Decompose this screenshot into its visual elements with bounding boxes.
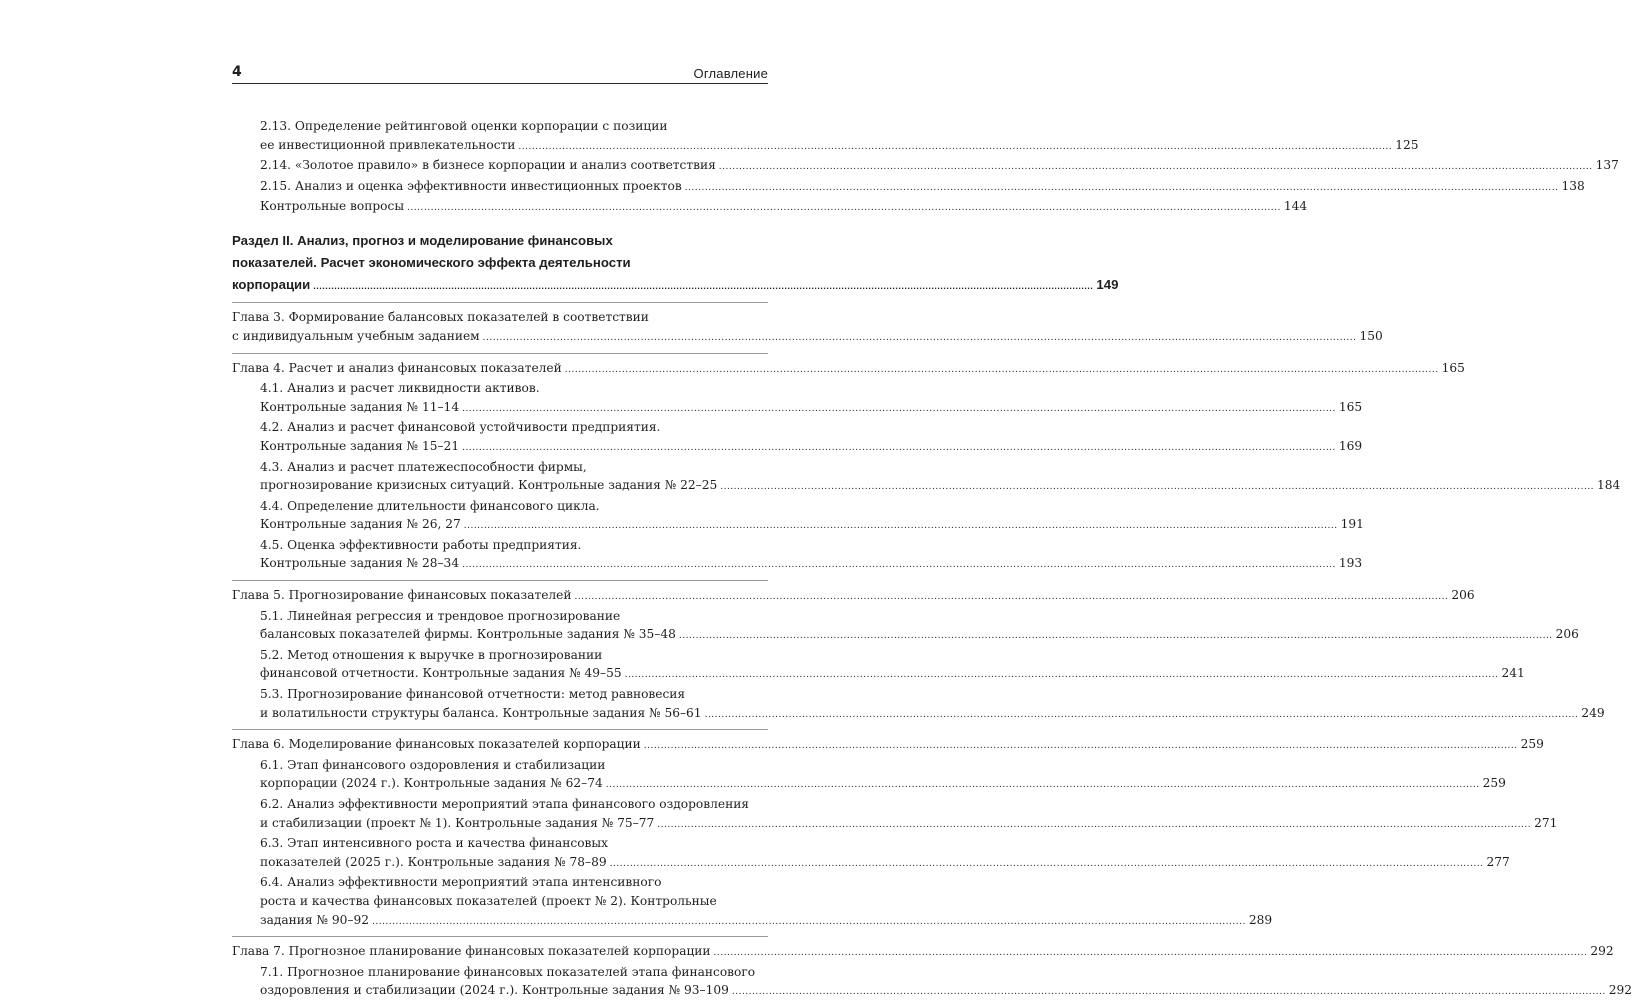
- toc-subentry[interactable]: [232, 379, 1363, 418]
- toc-page-number: 125: [1395, 137, 1419, 152]
- toc-entry-text: 4.3. Анализ и расчет платежеспособности фирмы,: [260, 459, 587, 474]
- toc-spacer: [232, 218, 768, 230]
- toc-separator: [232, 936, 768, 937]
- toc-subentry[interactable]: [232, 873, 1273, 931]
- toc-page-number: 277: [1486, 854, 1510, 869]
- dot-leader: ....................................................................................................................................................................................................................................................................: [609, 858, 1484, 869]
- toc-entry-text: 4.5. Оценка эффективности работы предприятия.: [260, 537, 582, 552]
- toc-subentry[interactable]: [232, 156, 1619, 177]
- toc-entry-text: и стабилизации (проект № 1). Контрольные задания № 75–77: [260, 815, 655, 830]
- toc-separator: [232, 302, 768, 303]
- toc-entry-text: 6.3. Этап интенсивного роста и качества финансовых: [260, 836, 608, 851]
- toc-entry-text: Раздел II. Анализ, прогноз и моделирование финансовых: [232, 232, 613, 248]
- dot-leader: ....................................................................................................................................................................................................................................................................: [462, 442, 1336, 453]
- toc-entry-text: корпорации: [232, 276, 311, 292]
- toc-entry-text: с индивидуальным учебным заданием: [232, 328, 480, 343]
- toc-chapter-entry[interactable]: [232, 942, 1614, 963]
- toc-subentry[interactable]: [232, 756, 1506, 795]
- dot-leader: ....................................................................................................................................................................................................................................................................: [678, 631, 1553, 642]
- toc-page-number: 241: [1501, 666, 1525, 681]
- dot-leader: ....................................................................................................................................................................................................................................................................: [482, 332, 1357, 343]
- toc-subentry[interactable]: [232, 536, 1363, 575]
- toc-entry-text: балансовых показателей фирмы. Контрольные задания № 35–48: [260, 627, 676, 642]
- toc-subentry[interactable]: [232, 963, 1632, 1002]
- toc-entry-text: прогнозирование кризисных ситуаций. Контрольные задания № 22–25: [260, 478, 718, 493]
- toc-entry-text: Контрольные задания № 28–34: [260, 556, 460, 571]
- toc-page-number: 271: [1534, 815, 1558, 830]
- toc-entry-text: 2.15. Анализ и оценка эффективности инвестиционных проектов: [260, 178, 682, 193]
- toc-entry-text: 5.1. Линейная регрессия и трендовое прогнозирование: [260, 608, 621, 623]
- dot-leader: ....................................................................................................................................................................................................................................................................: [518, 141, 1393, 152]
- toc-page-number: 169: [1338, 438, 1363, 453]
- toc-entry-text: задания № 90–92: [260, 912, 370, 927]
- running-title: Оглавление: [693, 66, 768, 81]
- toc-entry-text: 6.1. Этап финансового оздоровления и стабилизации: [260, 757, 606, 772]
- toc-entry-text: 4.2. Анализ и расчет финансовой устойчивости предприятия.: [260, 420, 661, 435]
- toc-subentry[interactable]: [232, 646, 1525, 685]
- toc-page-number: 144: [1283, 199, 1308, 214]
- toc-page-number: 249: [1581, 705, 1605, 720]
- toc-subentry[interactable]: [232, 177, 1585, 198]
- toc-entry-text: 4.1. Анализ и расчет ликвидности активов.: [260, 381, 540, 396]
- toc-entry-text: Контрольные задания № 15–21: [260, 438, 460, 453]
- toc-subentry[interactable]: [232, 795, 1558, 834]
- toc-entry-text: Глава 5. Прогнозирование финансовых показателей: [232, 588, 572, 603]
- toc-subentry[interactable]: [232, 834, 1510, 873]
- toc-subentry[interactable]: [232, 197, 1308, 218]
- toc-entry-text: Контрольные вопросы: [260, 199, 405, 214]
- toc-entry-text: 5.2. Метод отношения к выручке в прогнозировании: [260, 647, 603, 662]
- toc-entry-text: показателей. Расчет экономического эффекта деятельности: [232, 254, 631, 270]
- toc-subentry[interactable]: [232, 607, 1579, 646]
- dot-leader: ....................................................................................................................................................................................................................................................................: [657, 819, 1532, 830]
- toc-page-number: 289: [1248, 912, 1273, 927]
- dot-leader: ....................................................................................................................................................................................................................................................................: [684, 182, 1559, 193]
- toc-entry-text: 6.2. Анализ эффективности мероприятий этапа финансового оздоровления: [260, 797, 749, 812]
- toc-page-number: 138: [1561, 178, 1585, 193]
- dot-leader: ....................................................................................................................................................................................................................................................................: [704, 709, 1579, 720]
- toc-page-number: 259: [1520, 737, 1544, 752]
- dot-leader: ....................................................................................................................................................................................................................................................................: [564, 364, 1439, 375]
- book-page: [232, 62, 1632, 998]
- toc-page-number: 184: [1597, 478, 1621, 493]
- dot-leader: ....................................................................................................................................................................................................................................................................: [407, 203, 1281, 214]
- toc-separator: [232, 580, 768, 581]
- toc-entry-text: Глава 7. Прогнозное планирование финансовых показателей корпорации: [232, 944, 711, 959]
- toc-entry-text: 7.1. Прогнозное планирование финансовых показателей этапа финансового: [260, 964, 756, 979]
- toc-entry-text: 5.3. Прогнозирование финансовой отчетности: метод равновесия: [260, 687, 686, 702]
- toc-entry-text: корпорации (2024 г.). Контрольные задания № 62–74: [260, 776, 603, 791]
- toc-entry-text: 2.14. «Золотое правило» в бизнесе корпорации и анализ соответствия: [260, 158, 716, 173]
- toc-page-number: 206: [1451, 588, 1475, 603]
- toc-page-number: 193: [1338, 556, 1363, 571]
- toc-separator: [232, 729, 768, 730]
- toc-entry-text: финансовой отчетности. Контрольные задания № 49–55: [260, 666, 622, 681]
- toc-page-number: 292: [1590, 944, 1614, 959]
- toc-separator: [232, 353, 768, 354]
- toc-entry-text: роста и качества финансовых показателей (проект № 2). Контрольные: [260, 893, 717, 908]
- toc-entry-text: 2.13. Определение рейтинговой оценки корпорации с позиции: [260, 119, 668, 133]
- dot-leader: ....................................................................................................................................................................................................................................................................: [731, 987, 1606, 998]
- toc-chapter-entry[interactable]: [232, 735, 1544, 756]
- toc-chapter-entry[interactable]: [232, 586, 1475, 607]
- toc-subentry[interactable]: [232, 458, 1621, 497]
- page-number: 4: [232, 64, 242, 80]
- toc-chapter-entry[interactable]: [232, 308, 1383, 347]
- toc-subentry[interactable]: [232, 117, 1419, 156]
- toc-entry-text: Контрольные задания № 11–14: [260, 399, 460, 414]
- toc-page-number: 137: [1595, 158, 1619, 173]
- toc-page-number: 165: [1338, 399, 1363, 414]
- dot-leader: ....................................................................................................................................................................................................................................................................: [462, 403, 1336, 414]
- toc-subentry[interactable]: [232, 497, 1364, 536]
- table-of-contents: [232, 117, 1632, 1002]
- toc-page-number: 150: [1359, 328, 1383, 343]
- toc-entry-text: Глава 4. Расчет и анализ финансовых показателей: [232, 360, 562, 375]
- dot-leader: ....................................................................................................................................................................................................................................................................: [463, 521, 1338, 532]
- toc-entry-text: Контрольные задания № 26, 27: [260, 517, 461, 532]
- toc-subentry[interactable]: [232, 685, 1605, 724]
- toc-page-number: 191: [1340, 517, 1364, 532]
- toc-entry-text: Глава 6. Моделирование финансовых показателей корпорации: [232, 737, 641, 752]
- running-header: [232, 62, 768, 84]
- dot-leader: ....................................................................................................................................................................................................................................................................: [313, 280, 1094, 291]
- dot-leader: ....................................................................................................................................................................................................................................................................: [643, 741, 1518, 752]
- toc-chapter-entry[interactable]: [232, 359, 1465, 380]
- toc-entry-text: оздоровления и стабилизации (2024 г.). Контрольные задания № 93–109: [260, 983, 729, 998]
- toc-entry-text: ее инвестиционной привлекательности: [260, 137, 516, 152]
- toc-page-number: 292: [1608, 983, 1632, 998]
- toc-entry-text: Глава 3. Формирование балансовых показателей в соответствии: [232, 310, 649, 325]
- dot-leader: ....................................................................................................................................................................................................................................................................: [713, 948, 1588, 959]
- toc-entry-text: 6.4. Анализ эффективности мероприятий этапа интенсивного: [260, 875, 662, 890]
- toc-entry-text: 4.4. Определение длительности финансового цикла.: [260, 498, 600, 513]
- toc-entry-text: показателей (2025 г.). Контрольные задания № 78–89: [260, 854, 607, 869]
- toc-page-number: 149: [1096, 276, 1119, 292]
- toc-page-number: 165: [1441, 360, 1465, 375]
- dot-leader: ....................................................................................................................................................................................................................................................................: [624, 670, 1499, 681]
- toc-section-entry[interactable]: [232, 230, 1119, 297]
- dot-leader: ....................................................................................................................................................................................................................................................................: [718, 162, 1593, 173]
- dot-leader: ....................................................................................................................................................................................................................................................................: [574, 592, 1449, 603]
- dot-leader: ....................................................................................................................................................................................................................................................................: [462, 560, 1336, 571]
- dot-leader: ....................................................................................................................................................................................................................................................................: [372, 916, 1246, 927]
- dot-leader: ....................................................................................................................................................................................................................................................................: [605, 780, 1480, 791]
- toc-entry-text: и волатильности структуры баланса. Контрольные задания № 56–61: [260, 705, 702, 720]
- toc-page-number: 206: [1555, 627, 1579, 642]
- dot-leader: ....................................................................................................................................................................................................................................................................: [720, 482, 1595, 493]
- toc-page-number: 259: [1482, 776, 1506, 791]
- toc-subentry[interactable]: [232, 418, 1363, 457]
